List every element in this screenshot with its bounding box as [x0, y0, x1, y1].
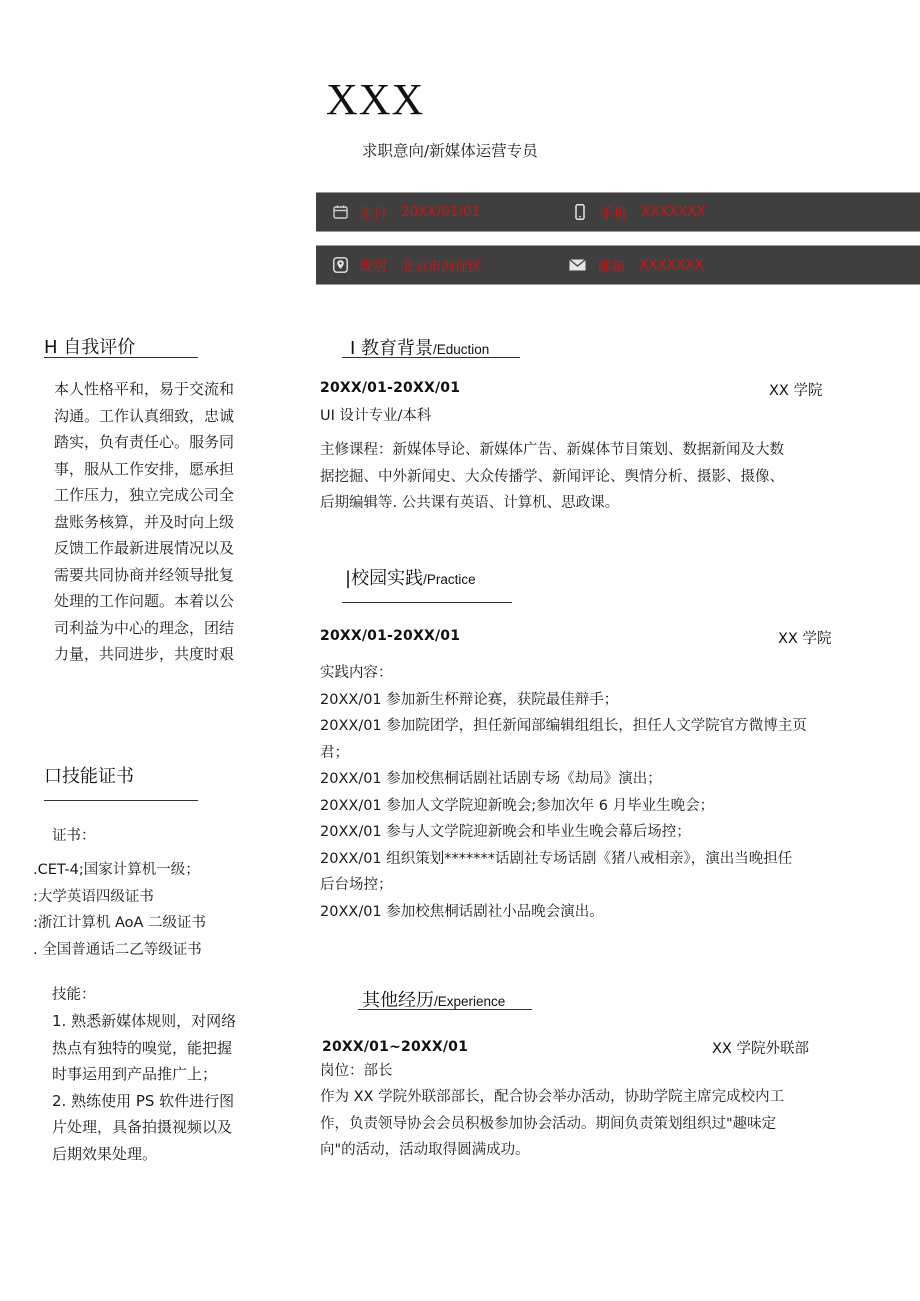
self-eval-rule — [44, 357, 198, 358]
practice-date: 20XX/01-20XX/01 — [320, 628, 461, 644]
cert-item: . 全国普通话二乙等级证书 — [33, 941, 202, 958]
skill-line: 2. 熟练使用 PS 软件进行图 — [52, 1091, 235, 1110]
practice-line: 实践内容： — [320, 665, 393, 681]
education-major: UI 设计专业/本科 — [320, 408, 432, 424]
practice-line: 后台场控； — [320, 877, 393, 893]
practice-title — [345, 564, 476, 590]
phone-label: 手机 — [600, 206, 627, 222]
practice-line: 20XX/01 参加院团学，担任新闻部编辑组组长，担任人文学院官方微博主页 — [320, 718, 807, 734]
birth-info — [332, 202, 480, 222]
phone-value: XXXXXXX — [641, 204, 706, 220]
self-eval-line: 反馈工作最新进展情况以及 — [54, 539, 235, 557]
self-eval-line: 需要共同协商并经领导批复 — [54, 565, 235, 584]
self-eval-title: H 自我评价 — [44, 337, 136, 358]
calendar-icon — [332, 204, 348, 220]
skill-line: 1. 熟悉新媒体规则，对网络 — [52, 1012, 237, 1030]
info-bar-top — [316, 192, 920, 232]
education-title-cn: I 教育背景 — [350, 338, 434, 359]
skill-line: 片处理，具备拍摄视频以及 — [52, 1118, 233, 1136]
info-bar-bottom — [316, 245, 920, 285]
cert-label: 证书： — [52, 828, 96, 844]
address-value: 北京市海淀区 — [401, 259, 482, 275]
experience-rule — [358, 1009, 532, 1010]
experience-line: 作为 XX 学院外联部部长，配合协会举办活动，协助学院主席完成校内工 — [320, 1089, 785, 1105]
practice-school: XX 学院 — [778, 631, 832, 647]
experience-role: 岗位：部长 — [320, 1063, 393, 1079]
skills-title: 口技能证书 — [44, 766, 134, 787]
education-school: XX 学院 — [769, 383, 823, 399]
experience-line: 作，负责领导协会会员积极参加协会活动。期间负责策划组织过"趣味定 — [320, 1115, 777, 1132]
course-line: 主修课程：新媒体导论、新媒体广告、新媒体节目策划、数据新闻及大数 — [320, 442, 784, 458]
practice-list — [320, 660, 807, 925]
cert-item: :大学英语四级证书 — [33, 888, 154, 905]
practice-line: 20XX/01 参加人文学院迎新晚会;参加次年 6 月毕业生晚会； — [320, 797, 715, 814]
birth-label: 生日 — [360, 206, 387, 222]
self-eval-line: 本人性格平和，易于交流和 — [54, 380, 235, 398]
experience-title-en: /Experience — [434, 994, 506, 1009]
education-courses — [320, 437, 784, 517]
self-eval-line: 事，服从工作安排，愿承担 — [54, 459, 235, 478]
practice-line: 君； — [320, 744, 349, 761]
cert-item: :浙江计算机 AoA 二级证书 — [33, 915, 207, 931]
education-title-en: /Eduction — [433, 342, 490, 357]
birth-value: 20XX/01/01 — [401, 204, 481, 220]
practice-title-en: /Practice — [423, 572, 476, 587]
skills-rule — [44, 800, 198, 801]
skill-line: 后期效果处理。 — [52, 1144, 158, 1163]
address-info — [332, 255, 482, 275]
experience-date: 20XX/01~20XX/01 — [322, 1039, 469, 1055]
phone-info — [572, 202, 706, 222]
self-eval-line: 处理的工作问题。本着以公 — [54, 592, 235, 610]
practice-line: 20XX/01 参与人文学院迎新晚会和毕业生晚会幕后场控； — [320, 824, 691, 840]
self-eval-line: 沟通。工作认真细致，忠诚 — [54, 406, 235, 425]
cert-list — [33, 857, 206, 963]
email-info — [568, 255, 704, 275]
skill-label: 技能： — [52, 987, 96, 1003]
phone-icon — [572, 204, 588, 220]
practice-title-cn: |校园实践 — [345, 568, 424, 589]
cert-item: .CET-4;国家计算机一级； — [33, 862, 200, 878]
self-eval-line: 力量，共同进步，共度时艰 — [54, 645, 235, 663]
education-date: 20XX/01-20XX/01 — [320, 380, 461, 396]
skill-text — [52, 1008, 277, 1167]
practice-line: 20XX/01 参加校焦桐话剧社小品晚会演出。 — [320, 903, 604, 920]
course-line: 据挖掘、中外新闻史、大众传播学、新闻评论、舆情分析、摄影、摄像、 — [320, 468, 784, 485]
experience-org: XX 学院外联部 — [712, 1041, 809, 1057]
skill-line: 热点有独特的嗅觉，能把握 — [52, 1038, 233, 1057]
email-value: XXXXXXX — [639, 257, 704, 273]
self-eval-line: 司利益为中心的理念，团结 — [54, 618, 235, 637]
self-eval-line: 盘账务核算，并及时向上级 — [54, 512, 235, 531]
practice-line: 20XX/01 参加校焦桐话剧社话剧专场《劫局》演出； — [320, 771, 662, 787]
education-rule — [342, 357, 520, 358]
skill-line: 时事运用到产品推广上； — [52, 1065, 218, 1083]
address-label: 现居 — [360, 259, 387, 275]
experience-desc — [320, 1084, 784, 1164]
self-eval-line: 踏实，负有责任心。服务同 — [54, 433, 235, 451]
job-objective: 求职意向/新媒体运营专员 — [362, 142, 538, 160]
practice-line: 20XX/01 参加新生杯辩论赛，获院最佳辩手； — [320, 691, 619, 708]
practice-rule — [342, 602, 512, 603]
practice-line: 20XX/01 组织策划*******话剧社专场话剧《猪八戒相亲》，演出当晚担任 — [320, 850, 793, 867]
self-eval-text — [54, 376, 274, 668]
experience-title-cn: 其他经历 — [362, 990, 434, 1011]
self-eval-line: 工作压力，独立完成公司全 — [54, 486, 235, 504]
mail-icon — [568, 257, 586, 273]
course-line: 后期编辑等. 公共课有英语、计算机、思政课。 — [320, 495, 620, 511]
location-pin-icon — [332, 257, 348, 273]
candidate-name: XXX — [326, 75, 425, 124]
experience-line: 向"的活动，活动取得圆满成功。 — [320, 1142, 530, 1158]
email-label: 邮箱 — [598, 259, 625, 275]
